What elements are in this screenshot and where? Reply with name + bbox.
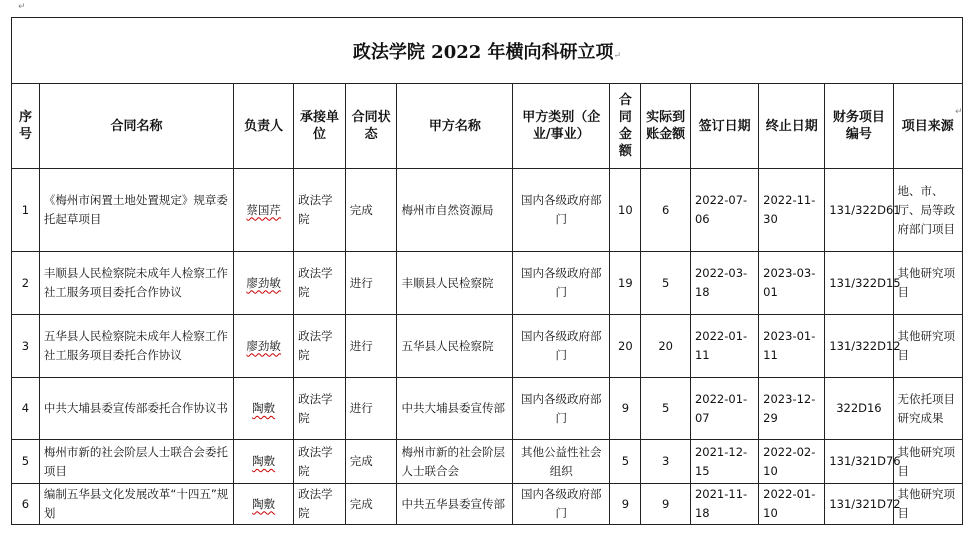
cell-unit: 政法学院 xyxy=(294,169,346,252)
cell-source: 其他研究项目 xyxy=(893,440,962,484)
cell-name: 五华县人民检察院未成年人检察工作社工服务项目委托合作协议 xyxy=(39,315,233,378)
cell-no: 2 xyxy=(12,252,40,315)
cell-unit: 政法学院 xyxy=(294,440,346,484)
cell-status: 完成 xyxy=(345,484,397,525)
table-title: 政法学院 2022 年横向科研立项↵ xyxy=(12,18,963,84)
cell-category: 国内各级政府部门 xyxy=(513,169,610,252)
header-cell: 序号 xyxy=(12,84,40,169)
cell-name: 梅州市新的社会阶层人士联合会委托项目 xyxy=(39,440,233,484)
cell-lead: 陶敷 xyxy=(234,440,294,484)
cell-party: 梅州市新的社会阶层人士联合会 xyxy=(397,440,513,484)
cell-end-date: 2022-01-10 xyxy=(759,484,825,525)
header-cell: 实际到账金额 xyxy=(641,84,691,169)
header-cell: 承接单位 xyxy=(294,84,346,169)
header-cell: 合同金额 xyxy=(610,84,641,169)
cell-amount: 9 xyxy=(610,378,641,440)
cell-lead: 廖劲敏 xyxy=(234,315,294,378)
cell-no: 4 xyxy=(12,378,40,440)
header-cell: 甲方类别（企业/事业） xyxy=(513,84,610,169)
table-row xyxy=(12,378,963,440)
cell-party: 五华县人民检察院 xyxy=(397,315,513,378)
cell-unit: 政法学院 xyxy=(294,252,346,315)
cell-status: 进行 xyxy=(345,315,397,378)
cell-received: 6 xyxy=(641,169,691,252)
cell-lead: 蔡国芹 xyxy=(234,169,294,252)
header-cell: 财务项目编号 xyxy=(825,84,893,169)
cell-amount: 9 xyxy=(610,484,641,525)
cell-sign-date: 2021-12-15 xyxy=(690,440,758,484)
cell-name: 《梅州市闲置土地处置规定》规章委托起草项目 xyxy=(39,169,233,252)
table-row xyxy=(12,315,963,378)
cell-code: 131/322D61 xyxy=(825,169,893,252)
cell-end-date: 2022-11-30 xyxy=(759,169,825,252)
cell-received: 5 xyxy=(641,252,691,315)
cell-no: 1 xyxy=(12,169,40,252)
cell-amount: 19 xyxy=(610,252,641,315)
cell-sign-date: 2022-01-07 xyxy=(690,378,758,440)
cell-end-date: 2023-03-01 xyxy=(759,252,825,315)
cell-sign-date: 2022-03-18 xyxy=(690,252,758,315)
cell-party: 丰顺县人民检察院 xyxy=(397,252,513,315)
cell-no: 5 xyxy=(12,440,40,484)
cell-status: 进行 xyxy=(345,378,397,440)
cell-amount: 5 xyxy=(610,440,641,484)
cell-end-date: 2023-01-11 xyxy=(759,315,825,378)
cell-name: 丰顺县人民检察院未成年人检察工作社工服务项目委托合作协议 xyxy=(39,252,233,315)
cell-code: 322D16 xyxy=(825,378,893,440)
cell-party: 中共五华县委宣传部 xyxy=(397,484,513,525)
cell-sign-date: 2021-11-18 xyxy=(690,484,758,525)
cell-code: 131/322D12 xyxy=(825,315,893,378)
paragraph-mark: ↵ xyxy=(18,2,26,12)
cell-lead: 陶敷 xyxy=(234,378,294,440)
table-row xyxy=(12,169,963,252)
cell-no: 3 xyxy=(12,315,40,378)
header-row xyxy=(12,84,963,169)
cell-end-date: 2022-02-10 xyxy=(759,440,825,484)
paragraph-mark: ↵ xyxy=(955,107,963,117)
cell-no: 6 xyxy=(12,484,40,525)
cell-category: 国内各级政府部门 xyxy=(513,315,610,378)
cell-code: 131/322D15 xyxy=(825,252,893,315)
cell-status: 完成 xyxy=(345,169,397,252)
cell-name: 中共大埔县委宣传部委托合作协议书 xyxy=(39,378,233,440)
cell-status: 进行 xyxy=(345,252,397,315)
cell-received: 3 xyxy=(641,440,691,484)
cell-unit: 政法学院 xyxy=(294,315,346,378)
table-row xyxy=(12,484,963,525)
cell-sign-date: 2022-01-11 xyxy=(690,315,758,378)
cell-amount: 20 xyxy=(610,315,641,378)
cell-source: 无依托项目研究成果 xyxy=(893,378,962,440)
header-cell: 合同状态 xyxy=(345,84,397,169)
cell-unit: 政法学院 xyxy=(294,484,346,525)
cell-source: 其他研究项目 xyxy=(893,315,962,378)
cell-received: 5 xyxy=(641,378,691,440)
header-cell: 合同名称 xyxy=(39,84,233,169)
table-row xyxy=(12,440,963,484)
cell-category: 国内各级政府部门 xyxy=(513,252,610,315)
header-cell: 甲方名称 xyxy=(397,84,513,169)
cell-amount: 10 xyxy=(610,169,641,252)
header-cell: 项目来源 xyxy=(893,84,962,169)
cell-name: 编制五华县文化发展改革“十四五”规划 xyxy=(39,484,233,525)
cell-end-date: 2023-12-29 xyxy=(759,378,825,440)
projects-table xyxy=(11,17,963,525)
header-cell: 负责人 xyxy=(234,84,294,169)
cell-code: 131/321D72 xyxy=(825,484,893,525)
cell-lead: 廖劲敏 xyxy=(234,252,294,315)
cell-source: 其他研究项目 xyxy=(893,252,962,315)
cell-unit: 政法学院 xyxy=(294,378,346,440)
cell-source: 其他研究项目 xyxy=(893,484,962,525)
cell-category: 国内各级政府部门 xyxy=(513,484,610,525)
cell-category: 国内各级政府部门 xyxy=(513,378,610,440)
cell-category: 其他公益性社会组织 xyxy=(513,440,610,484)
cell-lead: 陶敷 xyxy=(234,484,294,525)
header-cell: 终止日期 xyxy=(759,84,825,169)
cell-code: 131/321D76 xyxy=(825,440,893,484)
cell-source: 地、市、厅、局等政府部门项目 xyxy=(893,169,962,252)
header-cell: 签订日期 xyxy=(690,84,758,169)
cell-party: 梅州市自然资源局 xyxy=(397,169,513,252)
cell-sign-date: 2022-07-06 xyxy=(690,169,758,252)
cell-received: 20 xyxy=(641,315,691,378)
table-row xyxy=(12,252,963,315)
cell-status: 完成 xyxy=(345,440,397,484)
cell-party: 中共大埔县委宣传部 xyxy=(397,378,513,440)
cell-received: 9 xyxy=(641,484,691,525)
